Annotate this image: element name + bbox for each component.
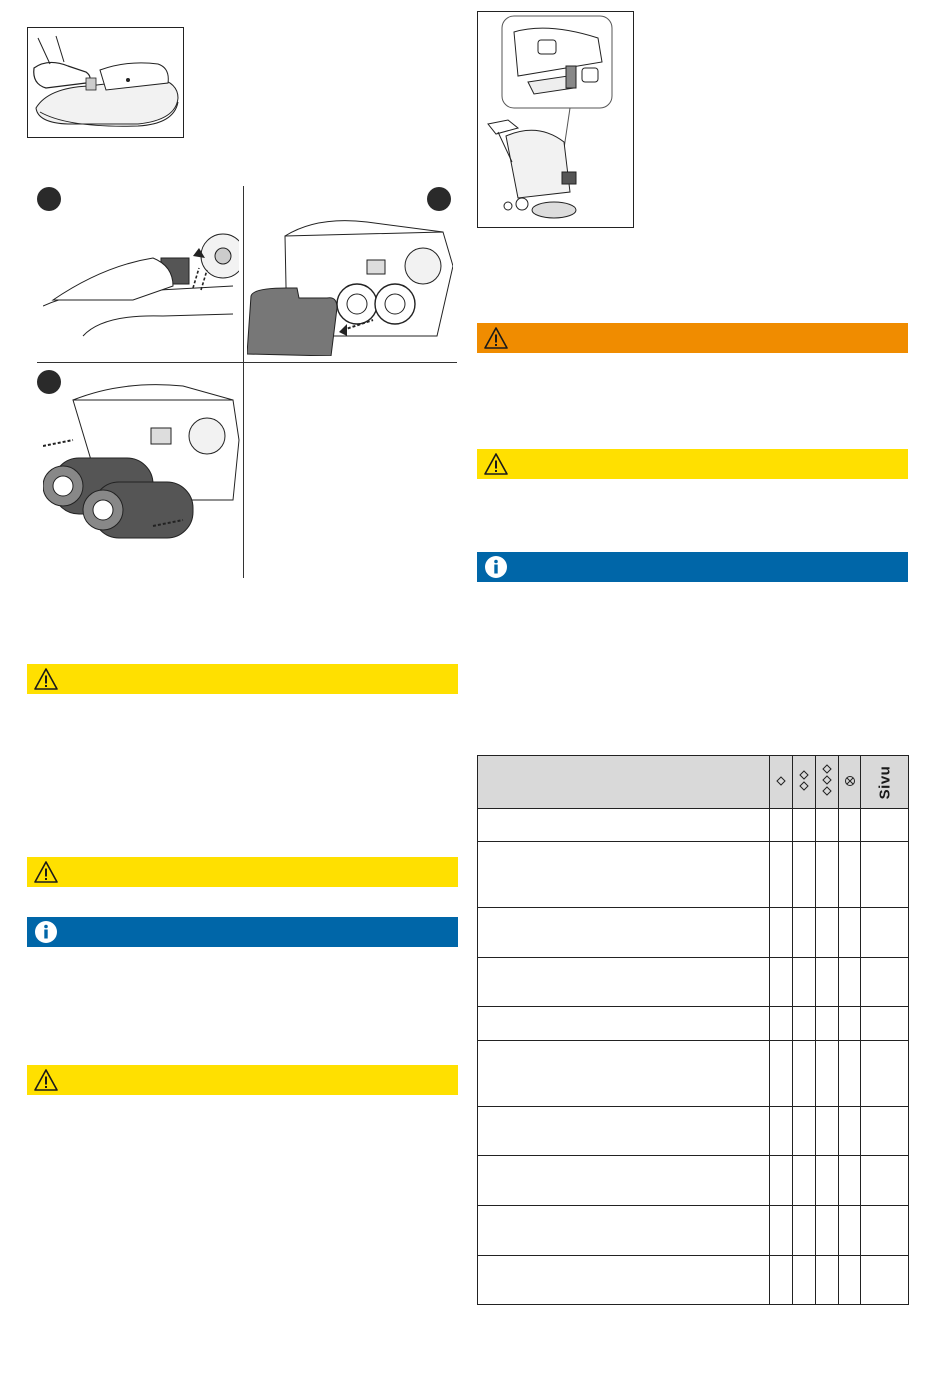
maintenance-table-body	[478, 809, 909, 1305]
grid-divider-horizontal	[37, 362, 457, 363]
figure-pedal-release	[27, 27, 184, 138]
warning-triangle-icon	[483, 326, 509, 350]
table-row	[478, 842, 909, 908]
diamond-x1-icon	[775, 774, 787, 788]
table-row	[478, 958, 909, 1007]
warning-bar-1	[27, 664, 458, 694]
warning-triangle-icon	[483, 452, 509, 476]
header-interval-3	[816, 756, 839, 809]
warning-triangle-icon	[33, 860, 59, 884]
table-row	[478, 1107, 909, 1156]
table-row	[478, 1156, 909, 1206]
header-page	[861, 756, 909, 809]
warning-triangle-icon	[33, 1068, 59, 1092]
step-1-illustration	[43, 196, 239, 356]
table-row	[478, 1007, 909, 1041]
maintenance-table	[477, 755, 909, 1305]
grid-divider-vertical	[243, 186, 244, 578]
figure-machine-overview	[477, 11, 634, 228]
table-header-row	[478, 756, 909, 809]
info-bar-1	[27, 917, 458, 947]
info-icon	[483, 555, 509, 579]
table-row	[478, 1256, 909, 1305]
header-interval-1	[770, 756, 793, 809]
page-column-label: Sivu	[876, 765, 893, 799]
header-description	[478, 756, 770, 809]
pedal-illustration	[28, 28, 183, 137]
warning-triangle-icon	[33, 667, 59, 691]
circle-x-icon	[844, 774, 856, 788]
danger-bar-1	[477, 323, 908, 353]
info-icon	[33, 920, 59, 944]
warning-bar-4	[477, 449, 908, 479]
machine-illustration	[478, 12, 633, 227]
info-bar-2	[477, 552, 908, 582]
step-3-illustration	[43, 370, 241, 560]
table-row	[478, 1206, 909, 1256]
warning-bar-3	[27, 1065, 458, 1095]
table-row	[478, 908, 909, 958]
diamond-x3-icon	[821, 764, 833, 798]
header-interval-2	[793, 756, 816, 809]
diamond-x2-icon	[798, 769, 810, 793]
table-row	[478, 809, 909, 842]
figure-brush-removal	[37, 186, 457, 578]
step-2-illustration	[247, 196, 453, 356]
header-interval-4	[839, 756, 861, 809]
table-row	[478, 1041, 909, 1107]
warning-bar-2	[27, 857, 458, 887]
